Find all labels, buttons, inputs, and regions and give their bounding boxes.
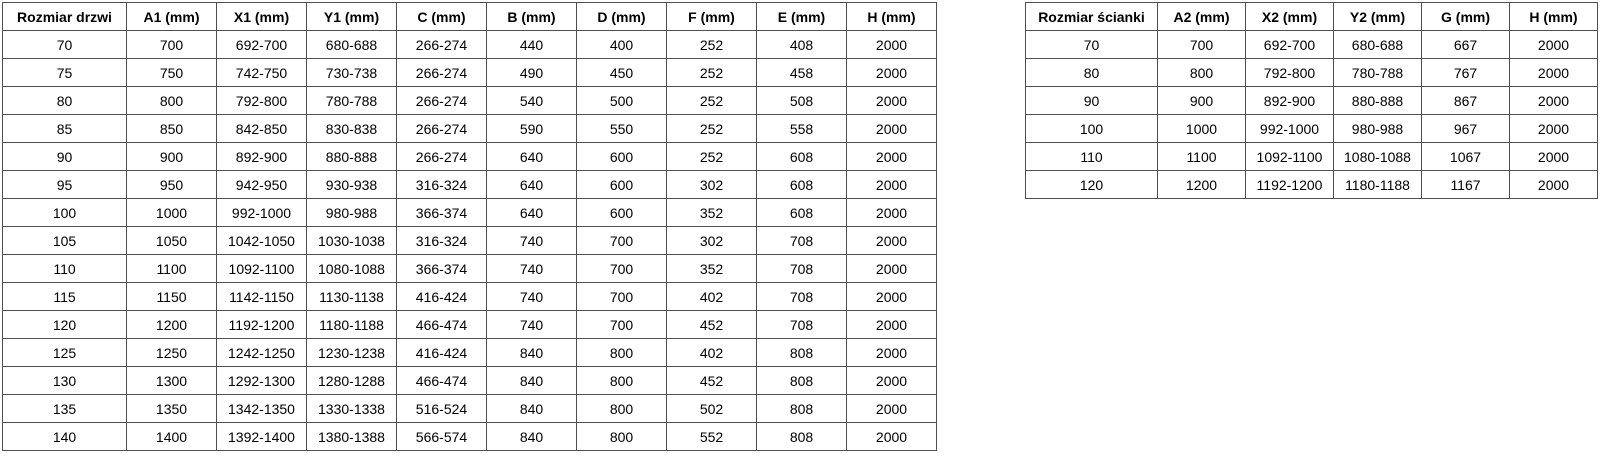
table-cell: 352	[667, 199, 757, 227]
table-cell: 1130-1138	[307, 283, 397, 311]
table-cell: 1330-1338	[307, 395, 397, 423]
table-cell: 950	[127, 171, 217, 199]
table-cell: 740	[487, 311, 577, 339]
table-cell: 800	[577, 367, 667, 395]
table-cell: 90	[1026, 87, 1158, 115]
column-header: X2 (mm)	[1246, 3, 1334, 31]
table-cell: 1280-1288	[307, 367, 397, 395]
wall-size-table-header	[1026, 3, 1598, 31]
table-cell: 80	[1026, 59, 1158, 87]
table-cell: 140	[3, 423, 127, 451]
table-row	[1026, 87, 1598, 115]
column-header: A1 (mm)	[127, 3, 217, 31]
table-cell: 1292-1300	[217, 367, 307, 395]
table-cell: 2000	[847, 311, 937, 339]
table-cell: 316-324	[397, 171, 487, 199]
table-row	[3, 143, 937, 171]
table-cell: 450	[577, 59, 667, 87]
table-row	[3, 255, 937, 283]
table-cell: 440	[487, 31, 577, 59]
table-cell: 402	[667, 339, 757, 367]
table-cell: 892-900	[1246, 87, 1334, 115]
table-cell: 708	[757, 255, 847, 283]
table-cell: 840	[487, 395, 577, 423]
table-cell: 70	[3, 31, 127, 59]
table-cell: 700	[577, 227, 667, 255]
table-row	[1026, 143, 1598, 171]
table-cell: 70	[1026, 31, 1158, 59]
door-size-table-header	[3, 3, 937, 31]
table-cell: 800	[577, 395, 667, 423]
table-cell: 252	[667, 59, 757, 87]
column-header: Rozmiar drzwi	[3, 3, 127, 31]
table-cell: 75	[3, 59, 127, 87]
table-cell: 840	[487, 423, 577, 451]
table-row	[3, 227, 937, 255]
table-cell: 416-424	[397, 339, 487, 367]
table-cell: 2000	[1510, 143, 1598, 171]
table-cell: 930-938	[307, 171, 397, 199]
table-cell: 2000	[1510, 31, 1598, 59]
column-header: H (mm)	[847, 3, 937, 31]
table-cell: 800	[1158, 59, 1246, 87]
table-cell: 558	[757, 115, 847, 143]
table-cell: 566-574	[397, 423, 487, 451]
table-row	[1026, 115, 1598, 143]
table-cell: 740	[487, 283, 577, 311]
table-cell: 708	[757, 311, 847, 339]
table-cell: 95	[3, 171, 127, 199]
table-cell: 1192-1200	[1246, 171, 1334, 199]
table-cell: 880-888	[307, 143, 397, 171]
table-cell: 1000	[1158, 115, 1246, 143]
table-cell: 830-838	[307, 115, 397, 143]
table-cell: 120	[1026, 171, 1158, 199]
table-row	[3, 423, 937, 451]
table-cell: 100	[3, 199, 127, 227]
table-cell: 352	[667, 255, 757, 283]
table-row	[3, 115, 937, 143]
table-cell: 2000	[847, 115, 937, 143]
table-row	[3, 283, 937, 311]
table-cell: 742-750	[217, 59, 307, 87]
table-cell: 458	[757, 59, 847, 87]
column-header: G (mm)	[1422, 3, 1510, 31]
table-cell: 80	[3, 87, 127, 115]
column-header: X1 (mm)	[217, 3, 307, 31]
table-cell: 1200	[1158, 171, 1246, 199]
table-cell: 552	[667, 423, 757, 451]
table-cell: 540	[487, 87, 577, 115]
table-cell: 608	[757, 199, 847, 227]
table-cell: 808	[757, 423, 847, 451]
table-cell: 266-274	[397, 59, 487, 87]
table-cell: 900	[1158, 87, 1246, 115]
table-cell: 640	[487, 171, 577, 199]
table-cell: 992-1000	[217, 199, 307, 227]
table-row	[3, 59, 937, 87]
column-header: C (mm)	[397, 3, 487, 31]
table-cell: 100	[1026, 115, 1158, 143]
table-cell: 316-324	[397, 227, 487, 255]
table-cell: 640	[487, 143, 577, 171]
table-cell: 2000	[847, 227, 937, 255]
table-cell: 452	[667, 311, 757, 339]
table-cell: 792-800	[217, 87, 307, 115]
table-row	[3, 31, 937, 59]
table-cell: 808	[757, 339, 847, 367]
table-cell: 416-424	[397, 283, 487, 311]
table-cell: 600	[577, 199, 667, 227]
table-cell: 125	[3, 339, 127, 367]
table-cell: 2000	[847, 31, 937, 59]
table-cell: 1167	[1422, 171, 1510, 199]
table-cell: 1242-1250	[217, 339, 307, 367]
table-cell: 105	[3, 227, 127, 255]
table-cell: 252	[667, 115, 757, 143]
header-row	[1026, 3, 1598, 31]
table-cell: 1180-1188	[307, 311, 397, 339]
table-cell: 680-688	[1334, 31, 1422, 59]
table-cell: 1100	[127, 255, 217, 283]
table-cell: 700	[577, 283, 667, 311]
table-cell: 1150	[127, 283, 217, 311]
table-row	[3, 199, 937, 227]
table-cell: 1092-1100	[217, 255, 307, 283]
table-cell: 466-474	[397, 311, 487, 339]
table-cell: 700	[577, 311, 667, 339]
table-cell: 500	[577, 87, 667, 115]
table-cell: 1250	[127, 339, 217, 367]
table-cell: 1050	[127, 227, 217, 255]
table-cell: 2000	[847, 395, 937, 423]
table-cell: 667	[1422, 31, 1510, 59]
table-cell: 452	[667, 367, 757, 395]
table-cell: 366-374	[397, 199, 487, 227]
table-cell: 90	[3, 143, 127, 171]
wall-size-table	[1025, 2, 1598, 199]
table-cell: 590	[487, 115, 577, 143]
table-cell: 840	[487, 339, 577, 367]
table-cell: 2000	[847, 59, 937, 87]
table-cell: 502	[667, 395, 757, 423]
table-cell: 608	[757, 143, 847, 171]
column-header: F (mm)	[667, 3, 757, 31]
door-size-table	[2, 2, 937, 451]
table-cell: 980-988	[307, 199, 397, 227]
table-cell: 840	[487, 367, 577, 395]
table-cell: 808	[757, 395, 847, 423]
table-cell: 252	[667, 31, 757, 59]
table-cell: 1030-1038	[307, 227, 397, 255]
column-header: H (mm)	[1510, 3, 1598, 31]
wall-size-table-body	[1026, 31, 1598, 199]
table-cell: 880-888	[1334, 87, 1422, 115]
table-row	[3, 311, 937, 339]
table-cell: 120	[3, 311, 127, 339]
table-cell: 115	[3, 283, 127, 311]
column-header: D (mm)	[577, 3, 667, 31]
table-cell: 1400	[127, 423, 217, 451]
table-cell: 266-274	[397, 31, 487, 59]
table-cell: 2000	[847, 171, 937, 199]
table-cell: 110	[3, 255, 127, 283]
table-cell: 600	[577, 143, 667, 171]
table-cell: 302	[667, 227, 757, 255]
table-cell: 2000	[847, 423, 937, 451]
table-cell: 1042-1050	[217, 227, 307, 255]
table-cell: 135	[3, 395, 127, 423]
column-header: A2 (mm)	[1158, 3, 1246, 31]
table-cell: 980-988	[1334, 115, 1422, 143]
table-cell: 1067	[1422, 143, 1510, 171]
table-row	[3, 171, 937, 199]
table-cell: 2000	[1510, 115, 1598, 143]
table-cell: 408	[757, 31, 847, 59]
table-cell: 850	[127, 115, 217, 143]
table-cell: 1200	[127, 311, 217, 339]
table-cell: 110	[1026, 143, 1158, 171]
table-cell: 992-1000	[1246, 115, 1334, 143]
table-cell: 366-374	[397, 255, 487, 283]
table-cell: 550	[577, 115, 667, 143]
table-cell: 700	[577, 255, 667, 283]
table-cell: 252	[667, 87, 757, 115]
table-cell: 85	[3, 115, 127, 143]
table-cell: 800	[577, 339, 667, 367]
table-row	[3, 367, 937, 395]
table-cell: 692-700	[1246, 31, 1334, 59]
table-cell: 640	[487, 199, 577, 227]
table-row	[1026, 31, 1598, 59]
column-header: Y2 (mm)	[1334, 3, 1422, 31]
table-cell: 1342-1350	[217, 395, 307, 423]
table-cell: 967	[1422, 115, 1510, 143]
table-cell: 600	[577, 171, 667, 199]
table-cell: 792-800	[1246, 59, 1334, 87]
table-cell: 1080-1088	[1334, 143, 1422, 171]
table-cell: 1392-1400	[217, 423, 307, 451]
table-cell: 942-950	[217, 171, 307, 199]
table-cell: 400	[577, 31, 667, 59]
table-cell: 466-474	[397, 367, 487, 395]
table-row	[3, 395, 937, 423]
table-cell: 1300	[127, 367, 217, 395]
table-cell: 2000	[847, 283, 937, 311]
table-cell: 2000	[847, 87, 937, 115]
table-cell: 1000	[127, 199, 217, 227]
table-cell: 266-274	[397, 115, 487, 143]
table-cell: 892-900	[217, 143, 307, 171]
table-cell: 740	[487, 227, 577, 255]
table-cell: 2000	[847, 199, 937, 227]
table-cell: 508	[757, 87, 847, 115]
table-cell: 516-524	[397, 395, 487, 423]
table-cell: 266-274	[397, 143, 487, 171]
table-cell: 730-738	[307, 59, 397, 87]
door-size-table-body	[3, 31, 937, 451]
table-cell: 767	[1422, 59, 1510, 87]
table-cell: 1192-1200	[217, 311, 307, 339]
table-cell: 2000	[1510, 171, 1598, 199]
table-cell: 252	[667, 143, 757, 171]
table-cell: 2000	[847, 143, 937, 171]
table-cell: 780-788	[1334, 59, 1422, 87]
table-cell: 708	[757, 283, 847, 311]
table-cell: 2000	[847, 255, 937, 283]
column-header: B (mm)	[487, 3, 577, 31]
table-cell: 608	[757, 171, 847, 199]
table-cell: 130	[3, 367, 127, 395]
table-cell: 2000	[847, 339, 937, 367]
table-cell: 1230-1238	[307, 339, 397, 367]
table-cell: 2000	[1510, 59, 1598, 87]
table-cell: 800	[127, 87, 217, 115]
table-cell: 680-688	[307, 31, 397, 59]
table-cell: 708	[757, 227, 847, 255]
table-cell: 740	[487, 255, 577, 283]
header-row	[3, 3, 937, 31]
table-row	[3, 87, 937, 115]
table-cell: 266-274	[397, 87, 487, 115]
table-row	[1026, 59, 1598, 87]
table-cell: 808	[757, 367, 847, 395]
table-cell: 842-850	[217, 115, 307, 143]
table-cell: 2000	[1510, 87, 1598, 115]
table-cell: 700	[1158, 31, 1246, 59]
column-header: Y1 (mm)	[307, 3, 397, 31]
table-cell: 402	[667, 283, 757, 311]
table-cell: 900	[127, 143, 217, 171]
table-row	[3, 339, 937, 367]
table-cell: 1080-1088	[307, 255, 397, 283]
table-cell: 867	[1422, 87, 1510, 115]
table-cell: 1100	[1158, 143, 1246, 171]
table-cell: 750	[127, 59, 217, 87]
table-cell: 800	[577, 423, 667, 451]
table-cell: 780-788	[307, 87, 397, 115]
table-cell: 1142-1150	[217, 283, 307, 311]
table-row	[1026, 171, 1598, 199]
table-cell: 1380-1388	[307, 423, 397, 451]
table-cell: 302	[667, 171, 757, 199]
table-cell: 490	[487, 59, 577, 87]
column-header: Rozmiar ścianki	[1026, 3, 1158, 31]
table-cell: 1180-1188	[1334, 171, 1422, 199]
table-cell: 2000	[847, 367, 937, 395]
table-cell: 1092-1100	[1246, 143, 1334, 171]
table-cell: 700	[127, 31, 217, 59]
column-header: E (mm)	[757, 3, 847, 31]
table-cell: 692-700	[217, 31, 307, 59]
table-cell: 1350	[127, 395, 217, 423]
